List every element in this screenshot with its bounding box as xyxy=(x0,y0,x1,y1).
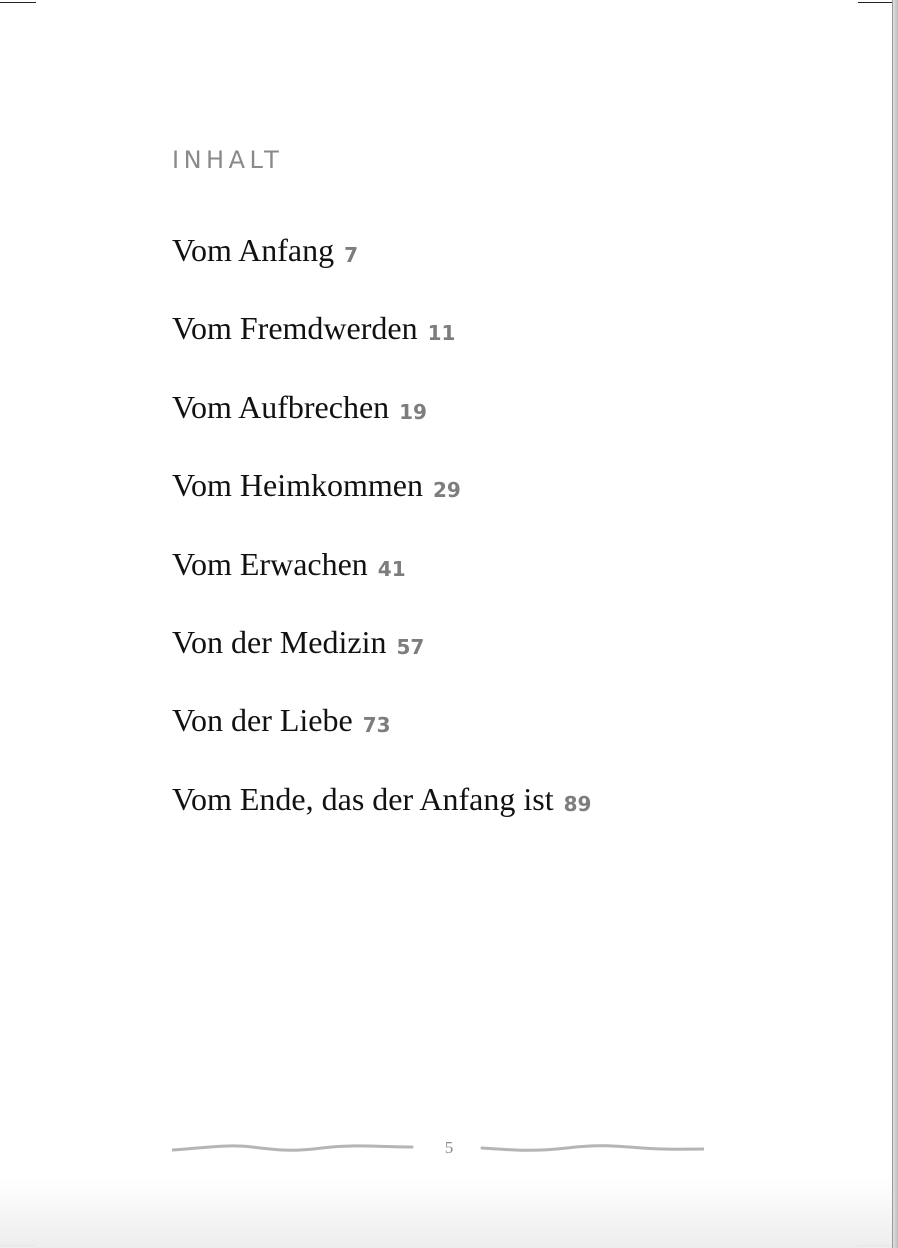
toc-entry-title: Vom Ende, das der Anfang ist xyxy=(172,780,554,817)
page-number: 5 xyxy=(444,1138,454,1157)
toc-entry-title: Vom Heimkommen xyxy=(172,467,423,504)
toc-entry-page: 57 xyxy=(396,634,425,659)
toc-entry-title: Von der Liebe xyxy=(172,702,353,739)
toc-entry-page: 7 xyxy=(344,243,358,267)
toc-entry[interactable] xyxy=(172,308,591,386)
toc-entry-page: 89 xyxy=(563,791,592,816)
toc-entry-title: Vom Anfang xyxy=(172,232,335,268)
crop-mark-top-right xyxy=(858,2,894,3)
wave-line-right xyxy=(482,1146,704,1151)
toc-entry-page: 19 xyxy=(399,399,427,424)
toc-entry-page: 11 xyxy=(427,321,456,346)
wave-line-left xyxy=(172,1146,412,1150)
toc-entry-page: 41 xyxy=(377,556,406,581)
toc-entry[interactable] xyxy=(172,779,591,857)
toc-entry-title: Vom Erwachen xyxy=(172,545,368,582)
toc-entry[interactable] xyxy=(172,465,591,543)
toc-entry-title: Vom Fremdwerden xyxy=(172,310,418,347)
page-edge-line xyxy=(892,0,893,1248)
toc-entry-page: 73 xyxy=(362,713,391,738)
toc-entry[interactable] xyxy=(172,622,591,700)
crop-mark-top-left xyxy=(0,2,36,3)
toc-entry[interactable] xyxy=(172,387,591,465)
page-bottom-shade xyxy=(0,1178,892,1248)
toc-list xyxy=(172,230,591,857)
toc-entry[interactable] xyxy=(172,544,591,622)
toc-entry[interactable] xyxy=(172,700,591,778)
toc-entry-title: Vom Aufbrechen xyxy=(172,388,390,425)
page-footer xyxy=(172,1134,704,1164)
toc-heading: INHALT xyxy=(172,146,284,174)
toc-entry-title: Von der Medizin xyxy=(172,623,387,660)
toc-entry[interactable] xyxy=(172,230,591,308)
toc-entry-page: 29 xyxy=(432,478,461,503)
